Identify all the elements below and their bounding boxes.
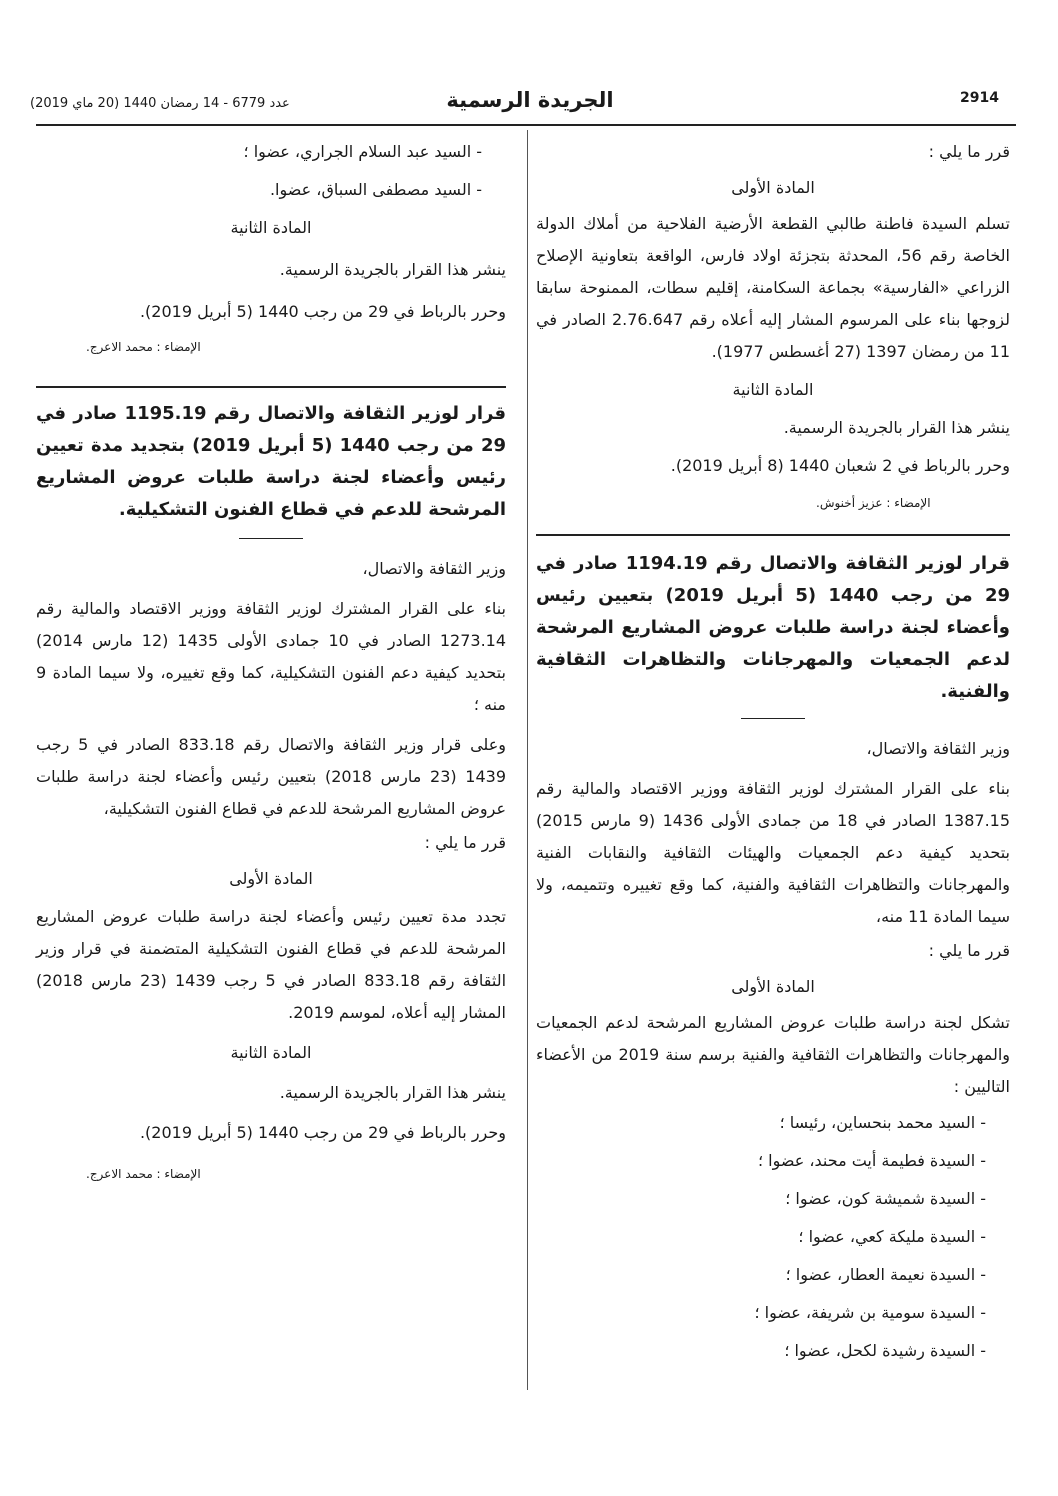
signature: الإمضاء : محمد الاعرج.	[86, 1167, 201, 1181]
done-at: وحرر بالرباط في 29 من رجب 1440 (5 أبريل 2019).	[139, 1123, 506, 1142]
article-heading: المادة الثانية	[230, 1043, 312, 1062]
journal-title: الجريدة الرسمية	[446, 88, 614, 112]
right-column	[536, 132, 1010, 1367]
member-item: - السيدة فطيمة أيت محند، عضوا ؛	[757, 1151, 986, 1170]
member-list	[536, 1107, 1010, 1367]
member-list	[36, 136, 506, 206]
issue-line: عدد 6779 - 14 رمضان 1440 (20 ماي 2019)	[30, 96, 290, 111]
header-rule	[36, 124, 1016, 126]
article-heading: المادة الأولى	[731, 977, 815, 996]
member-item: - السيدة شميشة كون، عضوا ؛	[785, 1189, 986, 1208]
member-item: - السيد مصطفى السباق، عضوا.	[269, 180, 482, 199]
article-heading: المادة الثانية	[230, 218, 312, 237]
article-heading: المادة الثانية	[732, 380, 814, 399]
article-text: تجدد مدة تعيين رئيس وأعضاء لجنة دراسة طلبات عروض المشاريع المرشحة للدعم في قطاع الفنون التشكيلية المتضمنة في قرار وزير الثقافة رقم 833.18 الصادر في 5 رجب 1439 (23 مارس 2018) المشار إليه أعلاه، لموسم 2019.	[36, 907, 507, 1022]
decree-title: قرار لوزير الثقافة والاتصال رقم 1195.19 صادر في 29 من رجب 1440 (5 أبريل 2019) بتجديد مدة تعيين رئيس وأعضاء لجنة دراسة طلبات عروض المشاريع المرشحة للدعم في قطاع الفنون التشكيلية.	[36, 403, 506, 520]
article-text: تسلم السيدة فاطنة طالبي القطعة الأرضية الفلاحية من أملاك الدولة الخاصة رقم 56، المحدثة بتجزئة اولاد فارس، الواقعة بتعاونية الإصلاح الزراعي «الفارسية» بجماعة السكامنة، إقليم سطات، الممنوحة سابقا لزوجها بناء على المرسوم المشار إليه أعلاه رقم 2.76.647 الصادر في 11 من رمضان 1397 (27 أغسطس 1977).	[536, 214, 1010, 361]
minister-line: وزير الثقافة والاتصال،	[866, 739, 1010, 758]
member-item: - السيدة نعيمة العطار، عضوا ؛	[785, 1265, 986, 1284]
member-item: - السيدة مليكة كعي، عضوا ؛	[798, 1227, 986, 1246]
section-rule	[536, 534, 1010, 536]
article-heading: المادة الأولى	[229, 869, 313, 888]
article-heading: المادة الأولى	[731, 178, 815, 197]
based-on: بناء على القرار المشترك لوزير الثقافة ووزير الاقتصاد والمالية رقم 1387.15 الصادر في 18 من جمادى الأولى 1436 (9 مارس 2015) بتحديد كيفية دعم الجمعيات والهيئات الثقافية والنقابات الفنية والمهرجانات والتظاهرات الثقافية والفنية، كما وقع تغييره وتتميمه، ولا سيما المادة 11 منه،	[536, 779, 1011, 926]
article-text: تشكل لجنة دراسة طلبات عروض المشاريع المرشحة لدعم الجمعيات والمهرجانات والتظاهرات الثقافية والفنية برسم سنة 2019 من الأعضاء التاليين :	[536, 1013, 1011, 1096]
section-rule	[36, 386, 506, 388]
article-text: ينشر هذا القرار بالجريدة الرسمية.	[783, 418, 1010, 437]
member-item: - السيدة رشيدة لكحل، عضوا ؛	[784, 1341, 986, 1360]
member-item: - السيد عبد السلام الجراري، عضوا ؛	[243, 142, 482, 161]
member-item: - السيد محمد بنحساين، رئيسا ؛	[779, 1113, 986, 1132]
decided-intro: قرر ما يلي :	[424, 833, 506, 852]
based-on: بناء على القرار المشترك لوزير الثقافة ووزير الاقتصاد والمالية رقم 1273.14 الصادر في 10 جمادى الأولى 1435 (12 مارس 2014) بتحديد كيفية دعم الفنون التشكيلية، كما وقع تغييره، ولا سيما المادة 9 منه ؛	[36, 599, 507, 714]
decree-title: قرار لوزير الثقافة والاتصال رقم 1194.19 صادر في 29 من رجب 1440 (5 أبريل 2019) بتعيين رئيس وأعضاء لجنة دراسة طلبات عروض المشاريع المرشحة لدعم الجمعيات والمهرجانات والتظاهرات الثقافية والفنية.	[536, 553, 1010, 702]
article-text: ينشر هذا القرار بالجريدة الرسمية.	[279, 1083, 506, 1102]
signature: الإمضاء : محمد الاعرج.	[86, 340, 201, 354]
page-number: 2914	[960, 90, 999, 106]
minister-line: وزير الثقافة والاتصال،	[362, 559, 506, 578]
done-at: وحرر بالرباط في 29 من رجب 1440 (5 أبريل 2019).	[139, 302, 506, 321]
decided-intro: قرر ما يلي :	[928, 941, 1010, 960]
done-at: وحرر بالرباط في 2 شعبان 1440 (8 أبريل 2019).	[670, 456, 1010, 475]
short-rule	[741, 718, 805, 719]
short-rule	[239, 538, 303, 539]
decided-intro: قرر ما يلي :	[928, 142, 1010, 161]
signature: الإمضاء : عزيز أخنوش.	[816, 496, 931, 510]
member-item: - السيدة سومية بن شريفة، عضوا ؛	[754, 1303, 986, 1322]
article-text: ينشر هذا القرار بالجريدة الرسمية.	[279, 260, 506, 279]
column-divider	[527, 130, 528, 1390]
and-on: وعلى قرار وزير الثقافة والاتصال رقم 833.18 الصادر في 5 رجب 1439 (23 مارس 2018) بتعيين رئيس وأعضاء لجنة دراسة طلبات عروض المشاريع المرشحة للدعم في قطاع الفنون التشكيلية،	[36, 735, 507, 818]
left-column	[36, 132, 506, 1183]
